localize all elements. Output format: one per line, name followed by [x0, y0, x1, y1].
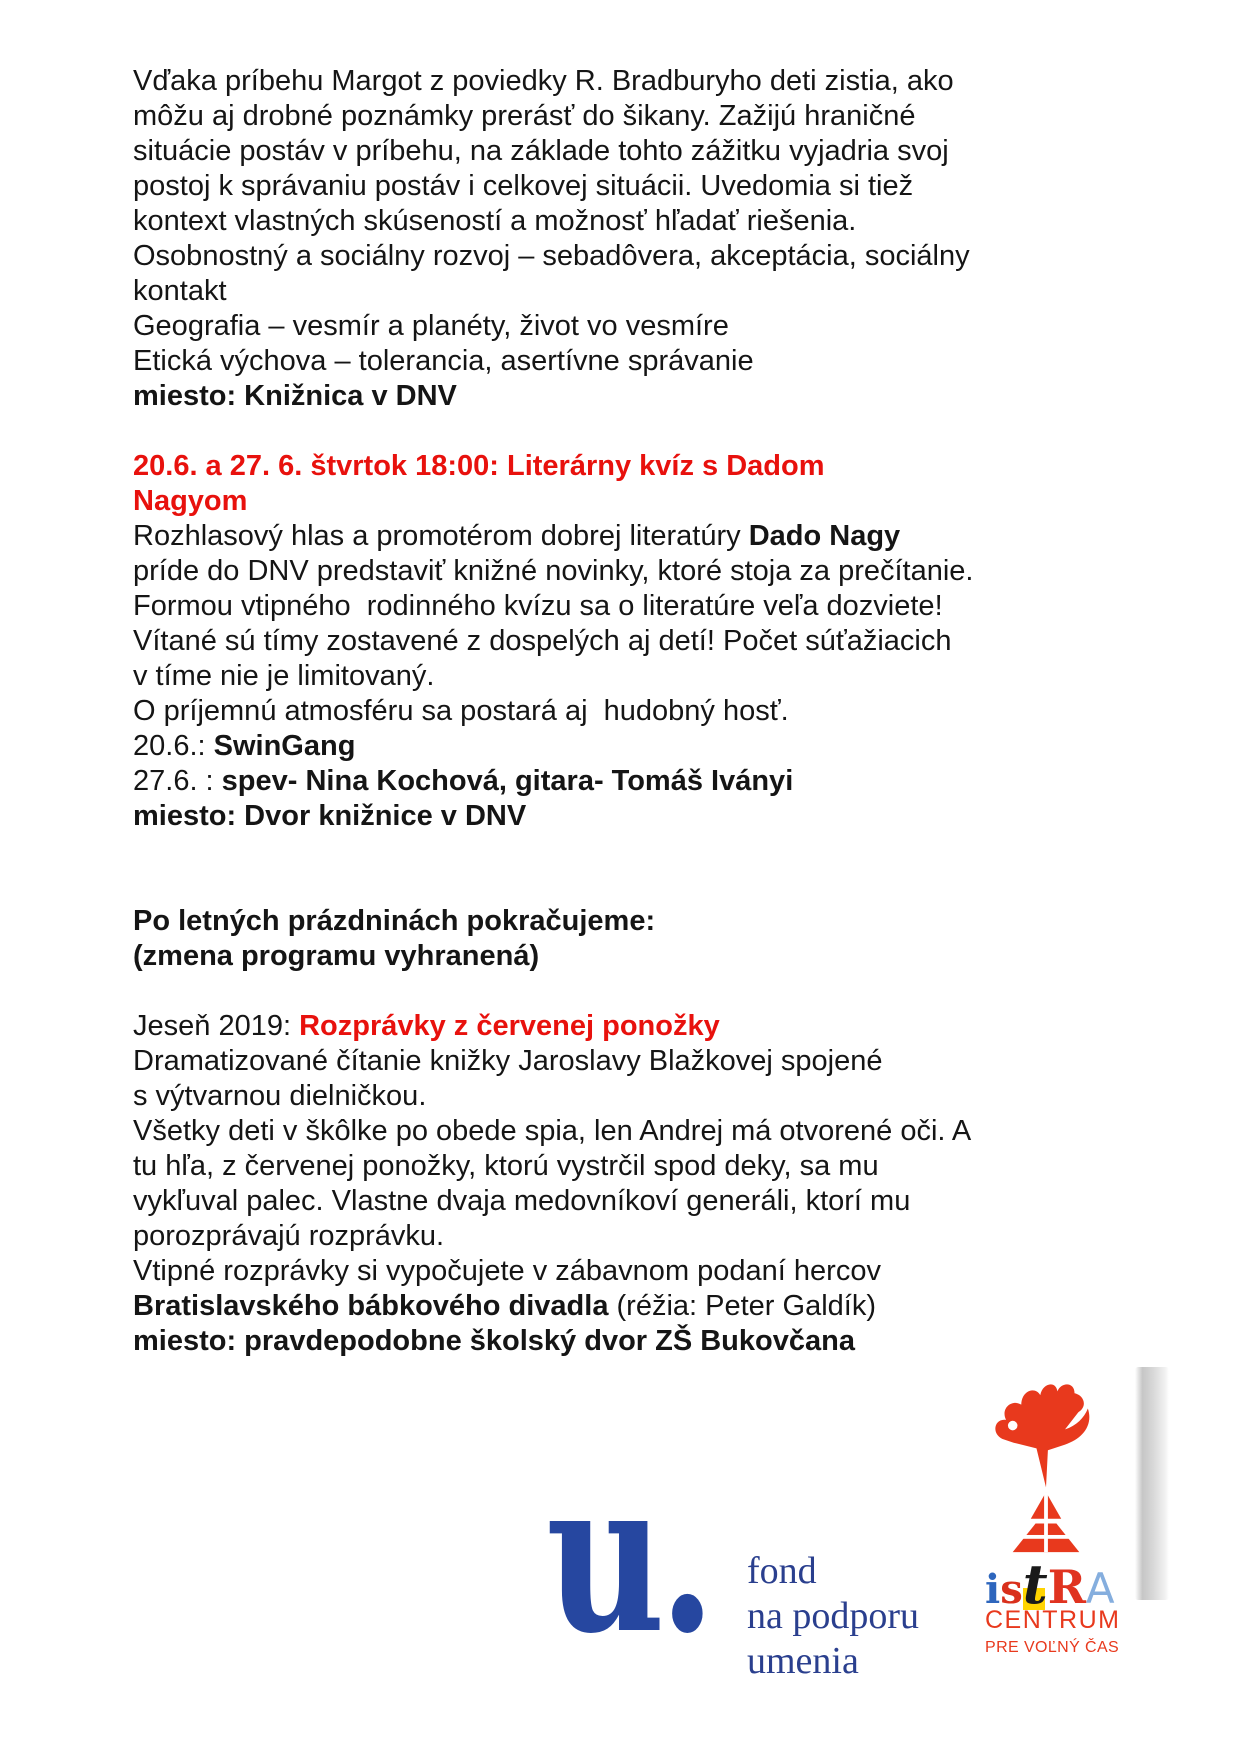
text-line: Dramatizované čítanie knižky Jaroslavy Blažkovej spojené: [133, 1045, 883, 1077]
istra-logo: [985, 1378, 1119, 1657]
location-line: miesto: pravdepodobne školský dvor ZŠ Bukovčana: [133, 1325, 855, 1357]
text-line: Osobnostný a sociálny rozvoj – sebadôvera, akceptácia, sociálny: [133, 240, 970, 272]
text-line: O príjemnú atmosféru sa postará aj hudobný hosť.: [133, 695, 789, 727]
text-run-bold: Bratislavského bábkového divadla: [133, 1290, 617, 1322]
fpu-logo-text-line: na podporu: [747, 1595, 920, 1637]
location-line: miesto: Knižnica v DNV: [133, 380, 457, 412]
istra-letter-r: R: [1047, 1560, 1086, 1614]
event-title-red: Rozprávky z červenej ponožky: [299, 1010, 720, 1042]
text-run: Jeseň 2019:: [133, 1010, 300, 1042]
autumn-note-line1: Po letných prázdninách pokračujeme:: [133, 905, 656, 937]
fpu-logo-mark: u.: [546, 1433, 710, 1680]
credit-line: [133, 1289, 973, 1324]
location-line: miesto: Dvor knižnice v DNV: [133, 800, 527, 832]
text-line: Vďaka príbehu Margot z poviedky R. Bradburyho deti zistia, ako: [133, 65, 954, 97]
fpu-logo-text-line: fond: [747, 1550, 817, 1592]
text-run-bold: spev- Nina Kochová, gitara- Tomáš Iványi: [221, 765, 794, 797]
text-run-bold: Dado Nagy: [748, 520, 901, 552]
text-line: Vítané sú tímy zostavené z dospelých aj detí! Počet súťažiacich: [133, 625, 952, 657]
text-line: môžu aj drobné poznámky prerásť do šikany. Zažijú hraničné: [133, 100, 916, 132]
text-line: Vtipné rozprávky si vypočujete v zábavnom podaní hercov: [133, 1255, 881, 1287]
text-line: Etická výchova – tolerancia, asertívne správanie: [133, 345, 754, 377]
istra-letter-i: i: [985, 1566, 1001, 1613]
text-line: kontext vlastných skúseností a možnosť hľadať riešenia.: [133, 205, 857, 237]
document-content: [133, 64, 973, 1359]
istra-subtitle-label: PRE VOĽNÝ ČAS: [985, 1639, 1120, 1656]
text-line: porozprávajú rozprávku.: [133, 1220, 445, 1252]
text-line: kontakt: [133, 275, 227, 307]
section-bradbury: [133, 64, 973, 414]
istra-centrum-label: CENTRUM: [985, 1606, 1121, 1634]
text-run: Rozhlasový hlas a promotérom dobrej literatúry: [133, 520, 749, 552]
text-run: (réžia: Peter Galdík): [616, 1290, 876, 1322]
scan-shadow-bar: [1135, 1367, 1169, 1600]
istra-bird-tree-icon: [987, 1378, 1105, 1554]
text-run: 27.6. :: [133, 765, 222, 797]
text-line: vykľuval palec. Vlastne dvaja medovníkoví generáli, ktorí mu: [133, 1185, 911, 1217]
fpu-logo-text-line: umenia: [747, 1640, 859, 1682]
text-line: príde do DNV predstaviť knižné novinky, ktoré stoja za prečítanie.: [133, 555, 974, 587]
istra-letter-a: A: [1085, 1564, 1115, 1613]
date-line: [133, 729, 973, 764]
fpu-logo-text: [747, 1549, 919, 1684]
istra-letter-t: t: [1022, 1552, 1048, 1616]
text-line: situácie postáv v príbehu, na základe tohto zážitku vyjadria svoj: [133, 135, 949, 167]
text-line: [133, 519, 973, 554]
event-heading-line1: 20.6. a 27. 6. štvrtok 18:00: Literárny kvíz s Dadom: [133, 450, 825, 482]
text-line: tu hľa, z červenej ponožky, ktorú vystrčil spod deky, sa mu: [133, 1150, 879, 1182]
section-autumn-note: [133, 904, 973, 974]
section-red-sock-tales: [133, 1009, 973, 1359]
section-literary-quiz: [133, 449, 973, 834]
text-line: s výtvarnou dielničkou.: [133, 1080, 427, 1112]
istra-letter-s: s: [1000, 1566, 1023, 1613]
text-line: Formou vtipného rodinného kvízu sa o literatúre veľa dozviete!: [133, 590, 943, 622]
text-line: v tíme nie je limitovaný.: [133, 660, 435, 692]
istra-wordmark: [985, 1552, 1119, 1616]
text-line: postoj k správaniu postáv i celkovej situácii. Uvedomia si tiež: [133, 170, 914, 202]
text-line: Všetky deti v škôlke po obede spia, len Andrej má otvorené oči. A: [133, 1115, 972, 1147]
event-heading-line2: Nagyom: [133, 485, 248, 517]
text-line: Geografia – vesmír a planéty, život vo vesmíre: [133, 310, 729, 342]
autumn-note-line2: (zmena programu vyhranená): [133, 940, 540, 972]
date-line: [133, 764, 973, 799]
text-run: 20.6.:: [133, 730, 214, 762]
text-run-bold: SwinGang: [213, 730, 356, 762]
event-title-line: [133, 1009, 973, 1044]
